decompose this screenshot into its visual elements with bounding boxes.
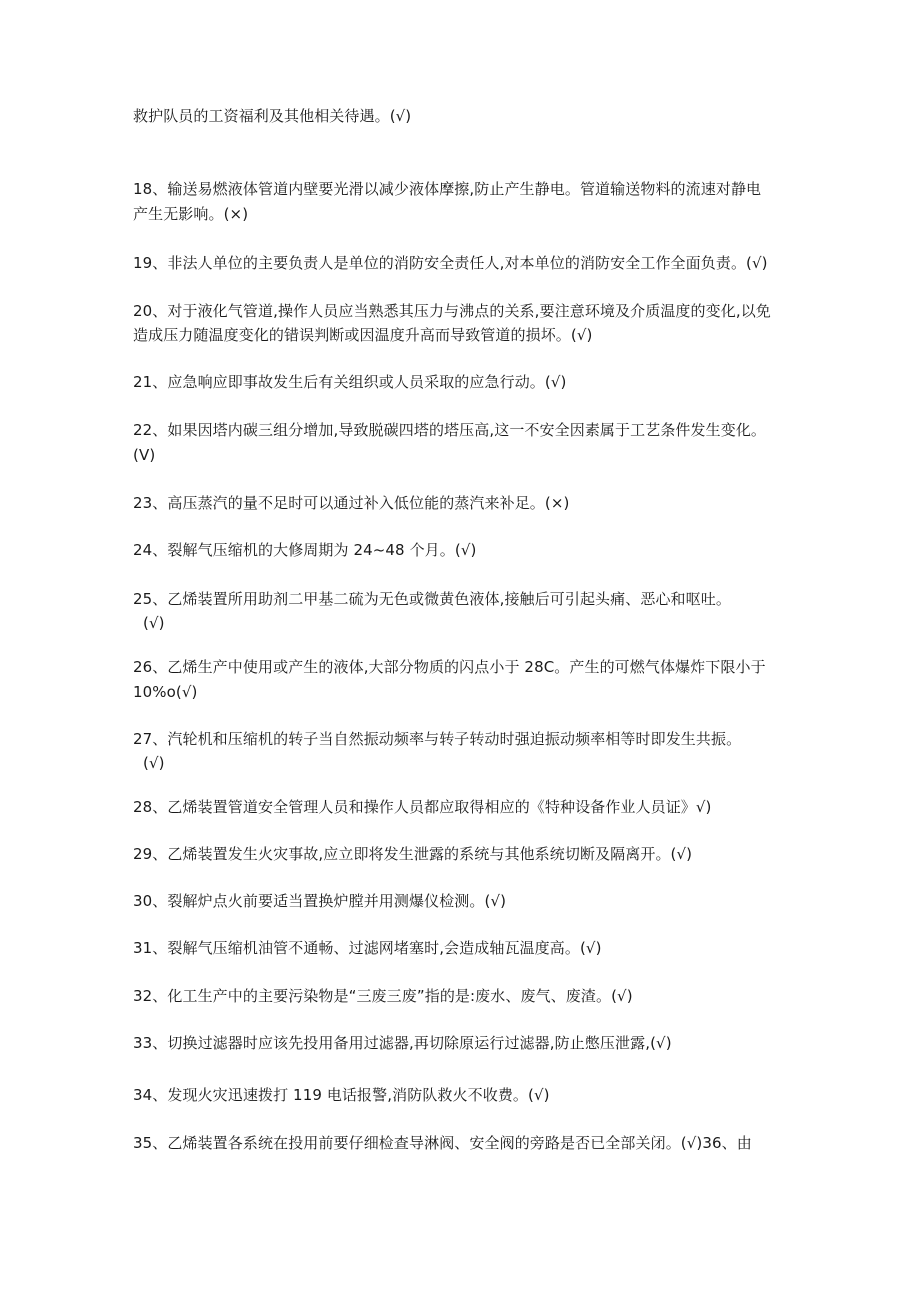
text-line: 33、切换过滤器时应该先投用备用过滤器,再切除原运行过滤器,防止憋压泄露,(√) bbox=[133, 1034, 672, 1052]
text-line: 27、汽轮机和压缩机的转子当自然振动频率与转子转动时强迫振动频率相等时即发生共振。 bbox=[133, 730, 742, 748]
text-line: 25、乙烯装置所用助剂二甲基二硫为无色或微黄色液体,接触后可引起头痛、恶心和呕吐。 bbox=[133, 590, 731, 608]
text-line: 22、如果因塔内碳三组分增加,导致脱碳四塔的塔压高,这一不安全因素属于工艺条件发生变化。 bbox=[133, 421, 767, 439]
text-line: 34、发现火灾迅速拨打 119 电话报警,消防队救火不收费。(√) bbox=[133, 1086, 550, 1104]
text-line: 10%o(√) bbox=[133, 683, 198, 701]
text-line: 18、输送易燃液体管道内壁要光滑以减少液体摩擦,防止产生静电。管道输送物料的流速对静电 bbox=[133, 180, 762, 198]
text-line: 20、对于液化气管道,操作人员应当熟悉其压力与沸点的关系,要注意环境及介质温度的变化,以免 bbox=[133, 302, 771, 320]
text-line: (V) bbox=[133, 446, 156, 464]
text-line: 产生无影响。(×) bbox=[133, 205, 249, 223]
text-line: 19、非法人单位的主要负责人是单位的消防安全责任人,对本单位的消防安全工作全面负责。(√) bbox=[133, 254, 768, 272]
text-line: 23、高压蒸汽的量不足时可以通过补入低位能的蒸汽来补足。(×) bbox=[133, 494, 570, 512]
text-line: 26、乙烯生产中使用或产生的液体,大部分物质的闪点小于 28C。产生的可燃气体爆炸下限小于 bbox=[133, 658, 766, 676]
text-line: 29、乙烯装置发生火灾事故,应立即将发生泄露的系统与其他系统切断及隔离开。(√) bbox=[133, 845, 693, 863]
text-line: 造成压力随温度变化的错误判断或因温度升高而导致管道的损坏。(√) bbox=[133, 326, 593, 344]
text-line: 30、裂解炉点火前要适当置换炉膛并用测爆仪检测。(√) bbox=[133, 892, 507, 910]
text-line: 35、乙烯装置各系统在投用前要仔细检查导淋阀、安全阀的旁路是否已全部关闭。(√)36、由 bbox=[133, 1134, 752, 1152]
text-line: (√) bbox=[143, 754, 165, 772]
text-line: 31、裂解气压缩机油管不通畅、过滤网堵塞时,会造成轴瓦温度高。(√) bbox=[133, 939, 602, 957]
text-line: 24、裂解气压缩机的大修周期为 24~48 个月。(√) bbox=[133, 541, 477, 559]
text-line: 21、应急响应即事故发生后有关组织或人员采取的应急行动。(√) bbox=[133, 373, 567, 391]
text-line: (√) bbox=[143, 614, 165, 632]
text-line: 28、乙烯装置管道安全管理人员和操作人员都应取得相应的《特种设备作业人员证》√) bbox=[133, 798, 712, 816]
text-line: 救护队员的工资福利及其他相关待遇。(√) bbox=[133, 107, 412, 125]
text-line: 32、化工生产中的主要污染物是“三废三废”指的是:废水、废气、废渣。(√) bbox=[133, 987, 633, 1005]
